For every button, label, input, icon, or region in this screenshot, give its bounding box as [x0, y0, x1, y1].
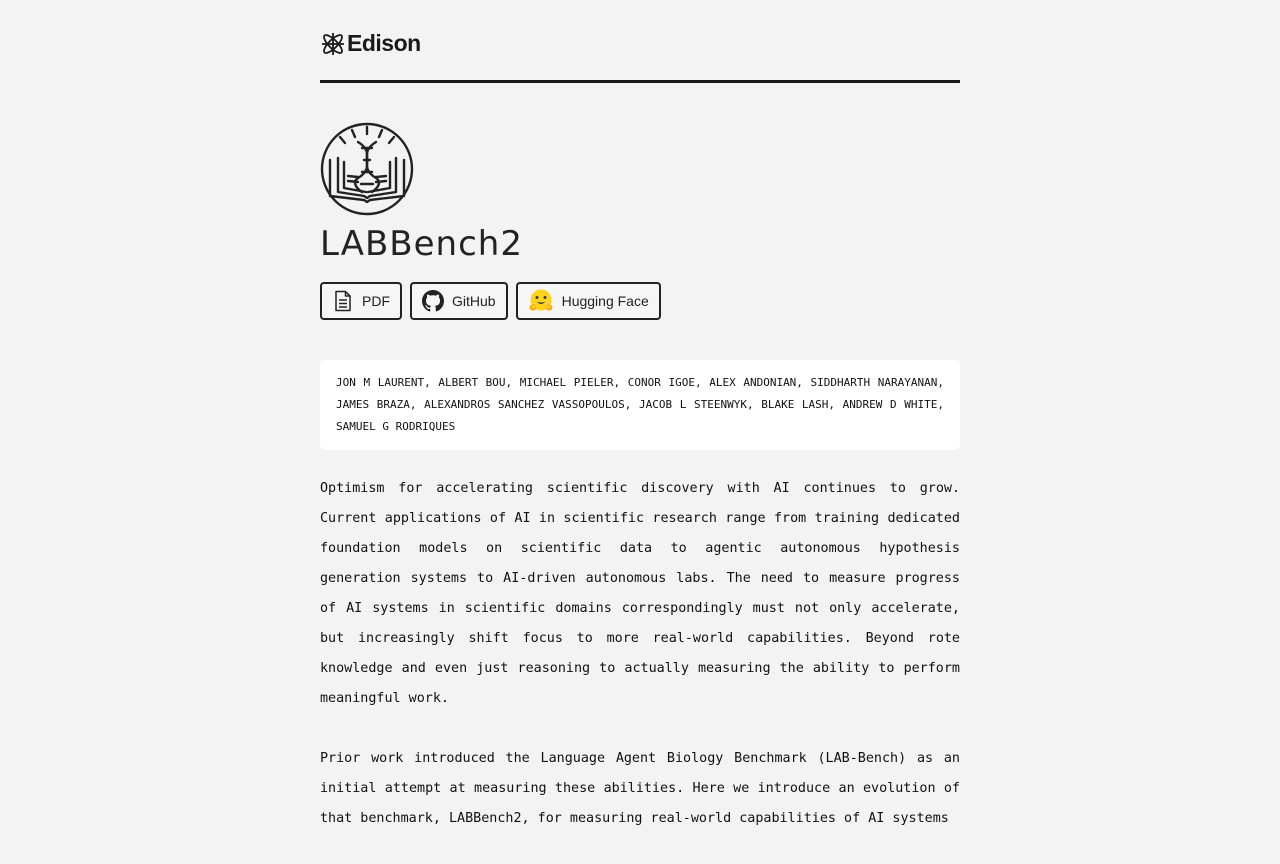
pdf-button[interactable]: [320, 282, 402, 320]
github-button[interactable]: [410, 282, 508, 320]
hugging-face-icon: [528, 288, 554, 314]
brand-link[interactable]: [320, 30, 421, 57]
link-buttons: [320, 282, 661, 320]
site-header: [320, 0, 960, 83]
page-container: [320, 0, 960, 826]
abstract-paragraph: Prior work introduced the Language Agent Biology Benchmark (LAB-Bench) as an initial attempt at measuring these abilities. Here we introduce an evolution of that benchmark, LABBench2, for measuring real-world capabilities of AI systems: [320, 751, 960, 826]
author-list: JON M LAURENT, ALBERT BOU, MICHAEL PIELER, CONOR IGOE, ALEX ANDONIAN, SIDDHARTH NARAYANAN, JAMES BRAZA, ALEXANDROS SANCHEZ VASSOPOULOS, JACOB L STEENWYK, BLAKE LASH, ANDREW D WHITE, SAMUEL G RODRIQUES: [320, 360, 960, 450]
hugging-face-button-label: Hugging Face: [561, 293, 649, 309]
abstract: [320, 474, 960, 864]
github-icon: [422, 290, 444, 312]
abstract-paragraph: Optimism for accelerating scientific discovery with AI continues to grow. Current applications of AI in scientific research range from training dedicated foundation models on scientific data to agentic autonomous hypothesis generation systems to AI-driven autonomous labs. The need to measure progress of AI systems in scientific domains correspondingly must not only accelerate, but increasingly shift focus to more real-world capabilities. Beyond rote knowledge and even just reasoning to actually measuring the ability to perform meaningful work.: [320, 481, 960, 706]
pdf-button-label: PDF: [362, 293, 390, 309]
project-title: LABBench2: [320, 224, 523, 264]
github-button-label: GitHub: [452, 293, 496, 309]
brand-name: Edison: [347, 30, 421, 56]
hugging-face-button[interactable]: [516, 282, 661, 320]
dna-book-emblem-icon: [320, 122, 414, 216]
document-icon: [332, 290, 354, 312]
edison-atom-icon: [320, 31, 346, 57]
